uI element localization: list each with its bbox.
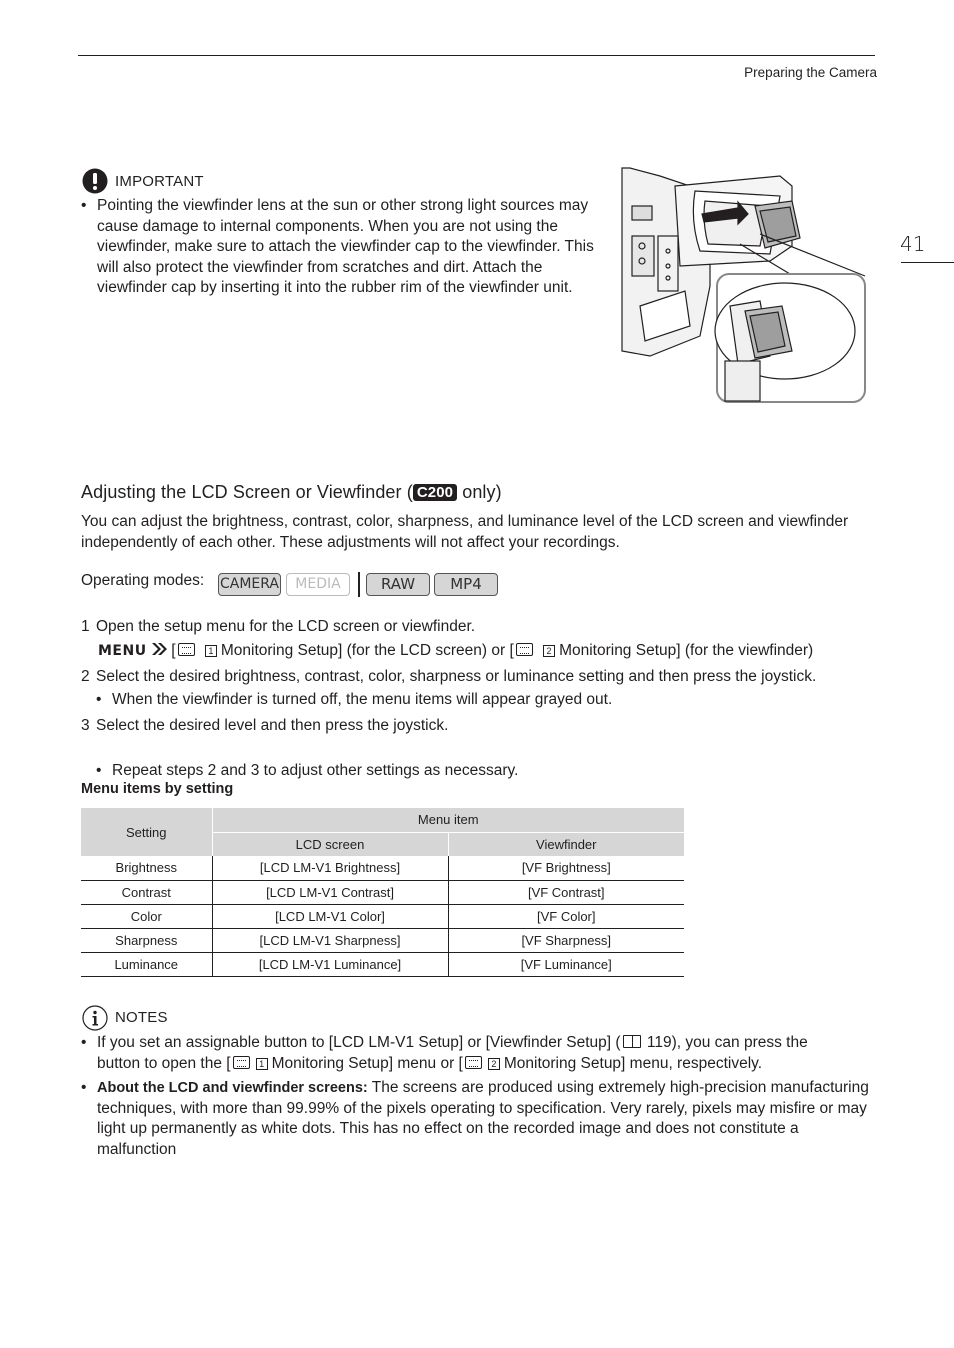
important-icon [82,168,108,199]
intro-line: independently of each other. These adjustments will not affect your recordings. [81,534,620,551]
table-row: Contrast [LCD LM-V1 Contrast] [VF Contrast] [81,880,684,904]
step-number: 1 [81,618,90,635]
important-label: IMPORTANT [115,173,204,190]
list-item: • If you set an assignable button to [LCD LM-V1 Setup] or [Viewfinder Setup] ( 119), you can press the button to open the [ 1 Monitoring Setup] menu or [ 2 Monitoring Setup] menu, respectively. [81,1034,808,1072]
table-caption: Menu items by setting [81,781,234,797]
table-header: Setting [81,808,212,856]
important-list [81,196,601,299]
book-icon [623,1035,641,1048]
step-number: 3 [81,717,90,734]
table-header: Menu item [212,808,684,832]
mode-camera-icon: CAMERA [218,573,281,596]
menu-items-table [81,808,684,977]
important-text: Pointing the viewfinder lens at the sun or other strong light sources may cause damage to internal components. When you are not using the viewfinder, make sure to attach the viewfinder cap to the viewfinder. This will also protect the viewfinder from scratches and dirt. Attach the viewfinder cap by inserting it into the rubber rim of the viewfinder unit. [97,197,594,296]
info-circle-icon [82,1005,108,1036]
menu-label: MENU [98,643,147,659]
step-text: Select the desired level and then press the joystick. [96,717,449,734]
list-item: • Pointing the viewfinder lens at the sun or other strong light sources may cause damage to internal components. When you are not using the viewfinder, make sure to attach the viewfinder cap to the viewfinder. This will also protect the viewfinder from scratches and dirt. Attach the viewfinder cap by inserting it into the rubber rim of the viewfinder unit. [81,197,594,296]
table-header: LCD screen [212,832,448,856]
section-header: Preparing the Camera [744,65,877,80]
page-2-icon: 2 [488,1058,500,1070]
monitor-menu-icon [465,1056,482,1069]
page-1-icon: 1 [205,645,217,657]
monitor-menu-icon [516,643,533,656]
mode-divider [358,572,360,597]
viewfinder-cap-illustration [620,166,870,406]
notes-list [81,1033,881,1160]
menu-path: MENU [ 1 Monitoring Setup] (for the LCD screen) or [ 2 Monitoring Setup] (for the viewfinder) [98,641,813,663]
table-row: Sharpness [LCD LM-V1 Sharpness] [VF Sharpness] [81,928,684,952]
notes-label: NOTES [115,1009,168,1026]
step-text: Open the setup menu for the LCD screen or viewfinder. [96,618,476,635]
step-subitem: • Repeat steps 2 and 3 to adjust other settings as necessary. [96,761,519,779]
step-subitem: • When the viewfinder is turned off, the menu items will appear grayed out. [96,691,613,708]
monitor-menu-icon [178,643,195,656]
page-number: 41 [900,232,926,256]
header-rule [78,55,875,56]
table-header: Viewfinder [448,832,684,856]
intro-line: You can adjust the brightness, contrast, color, sharpness, and luminance level of the LCD screen and viewfinder [81,513,849,530]
table-row: Brightness [LCD LM-V1 Brightness] [VF Brightness] [81,856,684,880]
double-chevron-right-icon [151,642,167,663]
mode-raw-icon: RAW [366,573,430,596]
step-text: Select the desired brightness, contrast, color, sharpness or luminance setting and then press the joystick. [96,668,817,685]
list-item: • About the LCD and viewfinder screens: The screens are produced using extremely high-precision manufacturing techniques, with more than 99.99% of the pixels operating to specification. Very rarely, pixels may misfire or may light up permanently as white dots. This has no effect on the recorded image and does not constitute a malfunction [81,1079,869,1158]
mode-media-icon: MEDIA [286,573,350,596]
page-1-icon: 1 [256,1058,268,1070]
page-number-rule [901,262,954,263]
model-badge: C200 [413,484,457,501]
monitor-menu-icon [233,1056,250,1069]
table-row: Color [LCD LM-V1 Color] [VF Color] [81,904,684,928]
section-title: Adjusting the LCD Screen or Viewfinder ( C200 only) [81,482,502,502]
mode-mp4-icon: MP4 [434,573,498,596]
step-number: 2 [81,668,90,685]
table-row: Luminance [LCD LM-V1 Luminance] [VF Luminance] [81,952,684,976]
page-2-icon: 2 [543,645,555,657]
operating-modes-label: Operating modes: [81,572,205,589]
